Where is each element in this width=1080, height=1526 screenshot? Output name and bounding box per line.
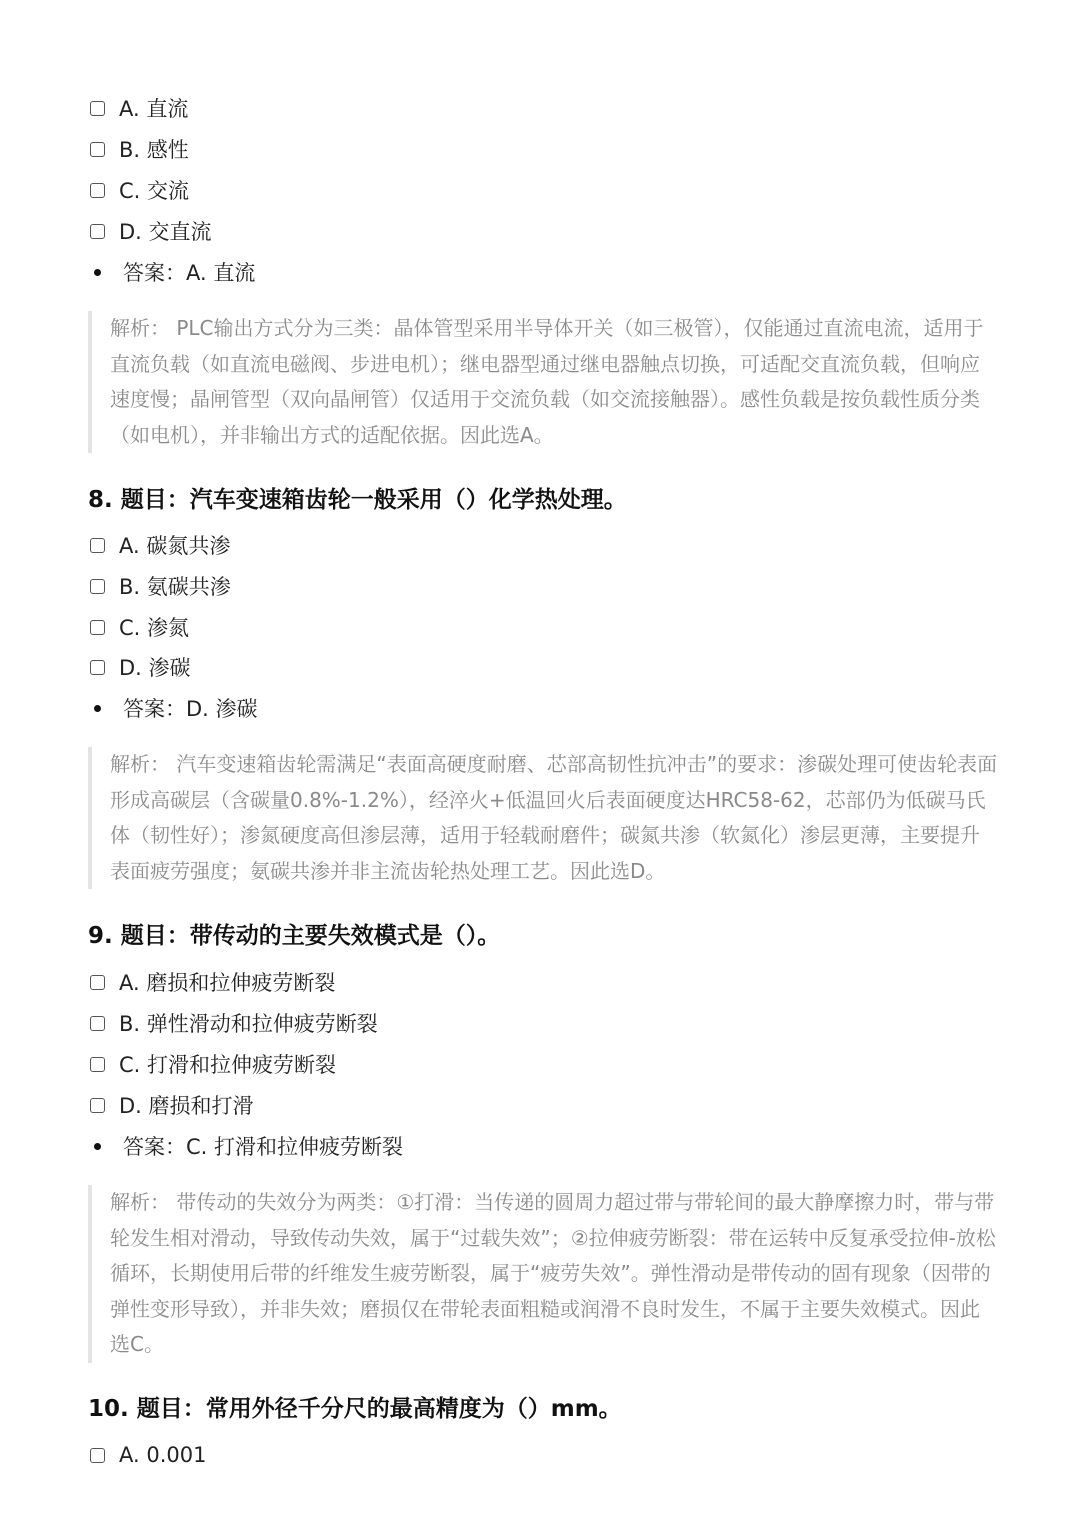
answer-item bbox=[90, 1131, 403, 1161]
option-label: D. 磨损和打滑 bbox=[119, 1094, 254, 1118]
option-checkbox[interactable] bbox=[90, 1090, 254, 1120]
checkbox-icon[interactable] bbox=[90, 142, 105, 157]
option-label: A. 0.001 bbox=[119, 1443, 207, 1467]
option-checkbox[interactable] bbox=[90, 1440, 206, 1470]
analysis-text: 解析： 带传动的失效分为两类：①打滑：当传递的圆周力超过带与带轮间的最大静摩擦力时，带与带轮发生相对滑动，导致传动失效，属于“过载失效”；②拉伸疲劳断裂：带在运转中反复承受拉伸-放松循环，长期使用后带的纤维发生疲劳断裂，属于“疲劳失效”。弹性滑动是带传动的固有现象（因带的弹性变形导致），并非失效；磨损仅在带轮表面粗糙或润滑不良时发生，不属于主要失效模式。因此选C。 bbox=[110, 1190, 996, 1356]
option-label: C. 渗氮 bbox=[119, 616, 190, 640]
checkbox-icon[interactable] bbox=[90, 101, 105, 116]
analysis-text: 解析： PLC输出方式分为三类：晶体管型采用半导体开关（如三极管），仅能通过直流电流，适用于直流负载（如直流电磁阀、步进电机）；继电器型通过继电器触点切换，可适配交直流负载，但响应速度慢；晶闸管型（双向晶闸管）仅适用于交流负载（如交流接触器）。感性负载是按负载性质分类（如电机），并非输出方式的适配依据。因此选A。 bbox=[110, 316, 984, 447]
answer-item bbox=[90, 693, 258, 723]
analysis-blockquote bbox=[88, 311, 998, 453]
option-checkbox[interactable] bbox=[90, 571, 231, 601]
option-checkbox[interactable] bbox=[90, 93, 188, 123]
answer-text: 答案：A. 直流 bbox=[123, 261, 256, 285]
checkbox-icon[interactable] bbox=[90, 1057, 105, 1072]
option-checkbox[interactable] bbox=[90, 134, 189, 164]
option-label: B. 感性 bbox=[119, 138, 189, 162]
option-checkbox[interactable] bbox=[90, 216, 212, 246]
bullet-icon bbox=[94, 269, 101, 276]
bullet-icon bbox=[94, 705, 101, 712]
checkbox-icon[interactable] bbox=[90, 620, 105, 635]
question-title: 9. 题目：带传动的主要失效模式是（）。 bbox=[88, 922, 501, 949]
question-title: 8. 题目：汽车变速箱齿轮一般采用（）化学热处理。 bbox=[88, 486, 627, 513]
option-checkbox[interactable] bbox=[90, 175, 189, 205]
option-label: D. 交直流 bbox=[119, 220, 212, 244]
analysis-blockquote bbox=[88, 1185, 998, 1363]
option-label: A. 磨损和拉伸疲劳断裂 bbox=[119, 971, 336, 995]
question-title: 10. 题目：常用外径千分尺的最高精度为（）mm。 bbox=[88, 1395, 622, 1422]
checkbox-icon[interactable] bbox=[90, 975, 105, 990]
answer-text: 答案：C. 打滑和拉伸疲劳断裂 bbox=[123, 1135, 404, 1159]
option-label: C. 打滑和拉伸疲劳断裂 bbox=[119, 1053, 337, 1077]
checkbox-icon[interactable] bbox=[90, 579, 105, 594]
checkbox-icon[interactable] bbox=[90, 1098, 105, 1113]
option-checkbox[interactable] bbox=[90, 1008, 378, 1038]
checkbox-icon[interactable] bbox=[90, 538, 105, 553]
checkbox-icon[interactable] bbox=[90, 224, 105, 239]
answer-item bbox=[90, 257, 255, 287]
option-checkbox[interactable] bbox=[90, 652, 191, 682]
checkbox-icon[interactable] bbox=[90, 1016, 105, 1031]
option-checkbox[interactable] bbox=[90, 612, 189, 642]
answer-text: 答案：D. 渗碳 bbox=[123, 697, 258, 721]
option-checkbox[interactable] bbox=[90, 530, 230, 560]
option-checkbox[interactable] bbox=[90, 1049, 336, 1079]
checkbox-icon[interactable] bbox=[90, 1448, 105, 1463]
checkbox-icon[interactable] bbox=[90, 660, 105, 675]
analysis-blockquote bbox=[88, 747, 998, 889]
option-checkbox[interactable] bbox=[90, 967, 335, 997]
checkbox-icon[interactable] bbox=[90, 183, 105, 198]
option-label: D. 渗碳 bbox=[119, 656, 191, 680]
analysis-text: 解析： 汽车变速箱齿轮需满足“表面高硬度耐磨、芯部高韧性抗冲击”的要求：渗碳处理可使齿轮表面形成高碳层（含碳量0.8%-1.2%），经淬火+低温回火后表面硬度达HRC58-62，芯部仍为低碳马氏体（韧性好）；渗氮硬度高但渗层薄，适用于轻载耐磨件；碳氮共渗（软氮化）渗层更薄，主要提升表面疲劳强度；氨碳共渗并非主流齿轮热处理工艺。因此选D。 bbox=[110, 752, 998, 883]
option-label: A. 直流 bbox=[119, 97, 189, 121]
option-label: C. 交流 bbox=[119, 179, 190, 203]
option-label: B. 氨碳共渗 bbox=[119, 575, 231, 599]
option-label: A. 碳氮共渗 bbox=[119, 534, 231, 558]
bullet-icon bbox=[94, 1143, 101, 1150]
option-label: B. 弹性滑动和拉伸疲劳断裂 bbox=[119, 1012, 378, 1036]
